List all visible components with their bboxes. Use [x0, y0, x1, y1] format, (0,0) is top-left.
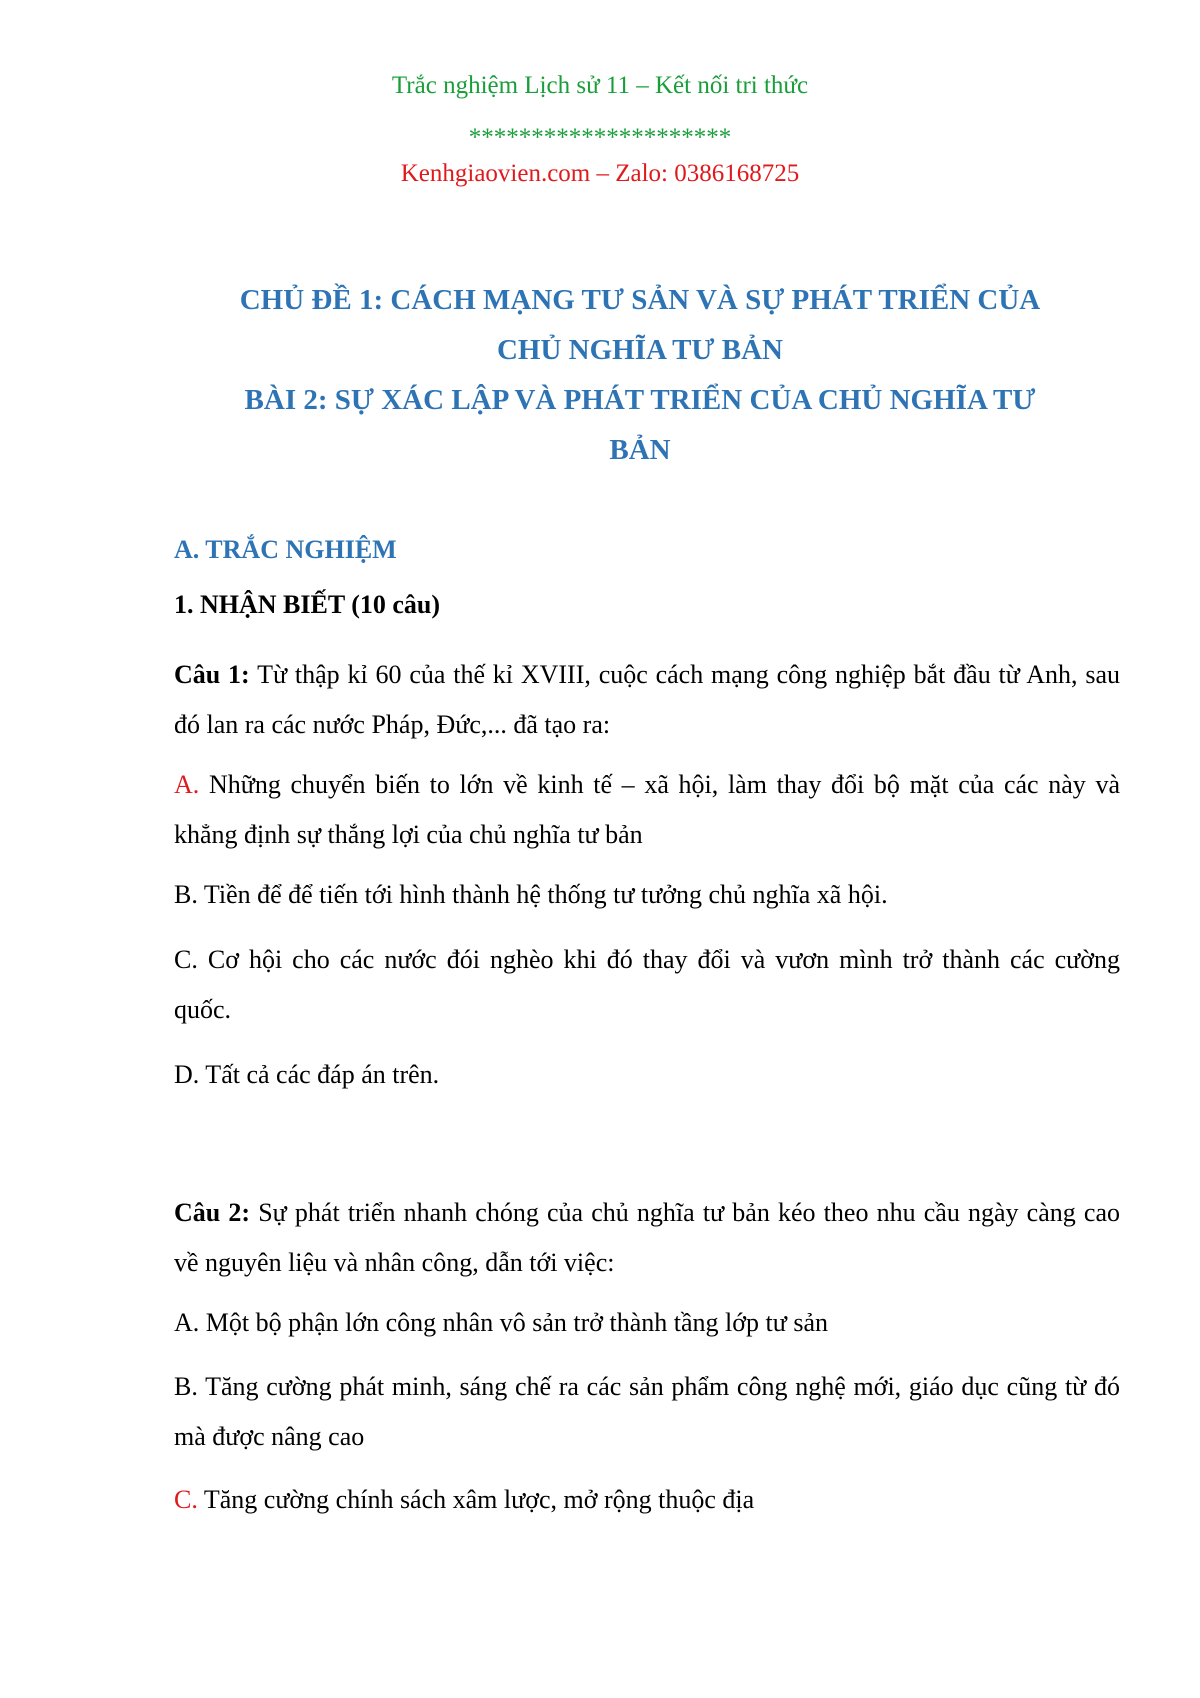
doc-header-stars: ********************* — [468, 124, 732, 151]
question-text: Sự phát triển nhanh chóng của chủ nghĩa tư bản kéo theo nhu cầu ngày càng cao về nguyên liệu và nhân công, dẫn tới việc: — [174, 1198, 1120, 1277]
q1-option-b — [174, 870, 1120, 920]
level-heading: 1. NHẬN BIẾT (10 câu) — [174, 590, 441, 619]
question-text: Từ thập kỉ 60 của thế kỉ XVIII, cuộc cách mạng công nghiệp bắt đầu từ Anh, sau đó lan ra các nước Pháp, Đức,... đã tạo ra: — [174, 660, 1120, 739]
option-letter: D. — [174, 1060, 200, 1089]
lesson-title-line1: BÀI 2: SỰ XÁC LẬP VÀ PHÁT TRIỂN CỦA CHỦ NGHĨA TƯ — [244, 384, 1036, 416]
q2-option-c — [174, 1475, 1120, 1525]
q1-option-a — [174, 760, 1120, 860]
option-letter: B. — [174, 1372, 198, 1401]
option-text: Một bộ phận lớn công nhân vô sản trở thành tầng lớp tư sản — [199, 1308, 828, 1337]
option-letter: B. — [174, 880, 198, 909]
option-text: Tiền để để tiến tới hình thành hệ thống tư tưởng chủ nghĩa xã hội. — [197, 880, 888, 909]
question-2 — [174, 1188, 1120, 1288]
question-label: Câu 2: — [174, 1198, 251, 1227]
option-text: Tất cả các đáp án trên. — [199, 1060, 440, 1089]
option-letter: C. — [174, 945, 198, 974]
option-text: Cơ hội cho các nước đói nghèo khi đó thay đổi và vươn mình trở thành các cường quốc. — [174, 945, 1120, 1024]
option-text: Tăng cường chính sách xâm lược, mở rộng thuộc địa — [197, 1485, 755, 1514]
option-text: Tăng cường phát minh, sáng chế ra các sản phẩm công nghệ mới, giáo dục cũng từ đó mà được nâng cao — [174, 1372, 1120, 1451]
q2-option-b — [174, 1362, 1120, 1462]
lesson-title-line2: BẢN — [609, 434, 671, 466]
q2-option-a — [174, 1298, 1120, 1348]
q1-option-d — [174, 1050, 1120, 1100]
option-letter: A. — [174, 770, 200, 799]
question-1 — [174, 650, 1120, 750]
q1-option-c — [174, 935, 1120, 1035]
option-text: Những chuyển biến to lớn về kinh tế – xã hội, làm thay đổi bộ mặt của các này và khẳng định sự thắng lợi của chủ nghĩa tư bản — [174, 770, 1120, 849]
doc-header-contact: Kenhgiaovien.com – Zalo: 0386168725 — [400, 160, 800, 187]
doc-header-title: Trắc nghiệm Lịch sử 11 – Kết nối tri thức — [391, 72, 809, 99]
topic-title-line1: CHỦ ĐỀ 1: CÁCH MẠNG TƯ SẢN VÀ SỰ PHÁT TRIỂN CỦA — [239, 284, 1041, 316]
section-heading: A. TRẮC NGHIỆM — [174, 535, 397, 564]
option-letter: C. — [174, 1485, 198, 1514]
option-letter: A. — [174, 1308, 200, 1337]
topic-title-line2: CHỦ NGHĨA TƯ BẢN — [496, 334, 783, 366]
question-label: Câu 1: — [174, 660, 250, 689]
